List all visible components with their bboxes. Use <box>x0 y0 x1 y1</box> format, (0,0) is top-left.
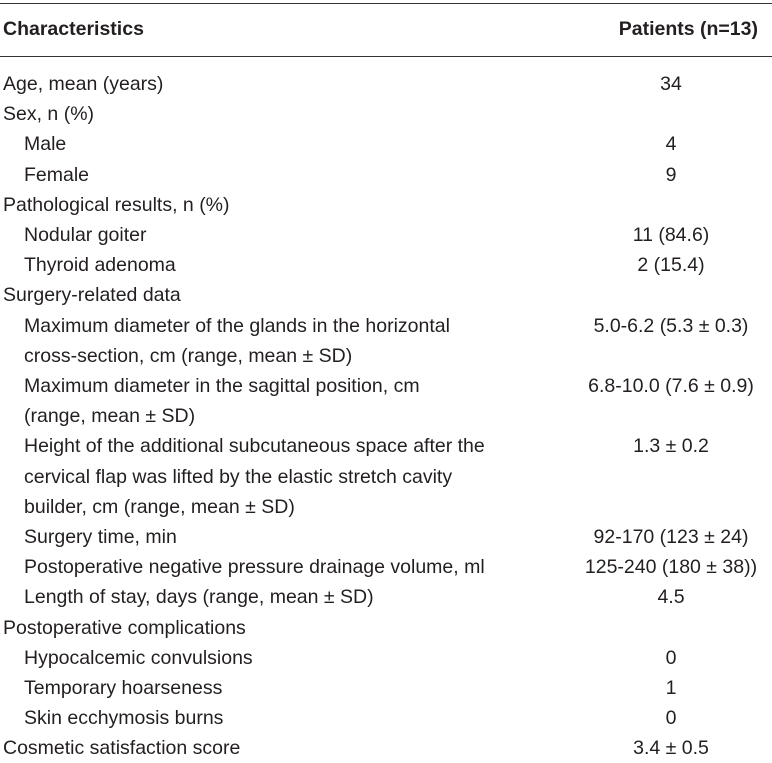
row-value: 6.8-10.0 (7.6 ± 0.9) <box>588 375 754 397</box>
row-value: 11 (84.6) <box>632 224 710 246</box>
row-value: 34 <box>660 73 682 95</box>
row-label: cross-section, cm (range, mean ± SD) <box>24 344 353 367</box>
row-label: Maximum diameter of the glands in the horizontal <box>24 314 450 337</box>
row-label: Thyroid adenoma <box>24 254 176 277</box>
row-value: 9 <box>665 163 677 186</box>
row-value: 92-170 (123 ± 24) <box>593 526 749 548</box>
row-label: Female <box>24 163 90 186</box>
row-label: Hypocalcemic convulsions <box>24 646 253 669</box>
row-value: 3.4 ± 0.5 <box>633 737 709 760</box>
header-characteristics: Characteristics <box>3 18 144 40</box>
row-label: builder, cm (range, mean ± SD) <box>24 495 295 518</box>
row-label: Surgery time, min <box>24 526 177 548</box>
row-label: Sex, n (%) <box>3 103 95 126</box>
row-label: Maximum diameter in the sagittal position, cm <box>24 375 420 397</box>
row-value: 0 <box>665 707 677 730</box>
row-label: Surgery-related data <box>3 284 181 307</box>
row-label: Cosmetic satisfaction score <box>3 737 241 760</box>
row-label: Postoperative complications <box>3 616 246 639</box>
row-label: Skin ecchymosis burns <box>24 707 224 730</box>
row-label: Height of the additional subcutaneous space after the <box>24 435 485 458</box>
row-value: 5.0-6.2 (5.3 ± 0.3) <box>593 314 749 337</box>
table-top-rule <box>0 3 772 4</box>
row-label: Age, mean (years) <box>3 73 164 95</box>
row-label: Male <box>24 133 67 156</box>
row-value: 0 <box>665 646 677 669</box>
table-header-rule <box>0 56 772 57</box>
row-value: 2 (15.4) <box>637 254 705 277</box>
row-label: Nodular goiter <box>24 224 147 246</box>
row-label: Temporary hoarseness <box>24 677 223 699</box>
row-value: 1 <box>665 677 677 699</box>
row-label: (range, mean ± SD) <box>24 405 196 428</box>
row-label: Pathological results, n (%) <box>3 193 230 216</box>
header-patients: Patients (n=13) <box>618 18 758 40</box>
row-label: Length of stay, days (range, mean ± SD) <box>24 586 374 609</box>
row-value: 125-240 (180 ± 38)) <box>584 556 758 579</box>
row-label: Postoperative negative pressure drainage volume, ml <box>24 556 485 579</box>
row-value: 4 <box>665 133 677 156</box>
row-value: 4.5 <box>657 586 685 609</box>
row-label: cervical flap was lifted by the elastic stretch cavity <box>24 465 453 488</box>
row-value: 1.3 ± 0.2 <box>633 435 709 458</box>
